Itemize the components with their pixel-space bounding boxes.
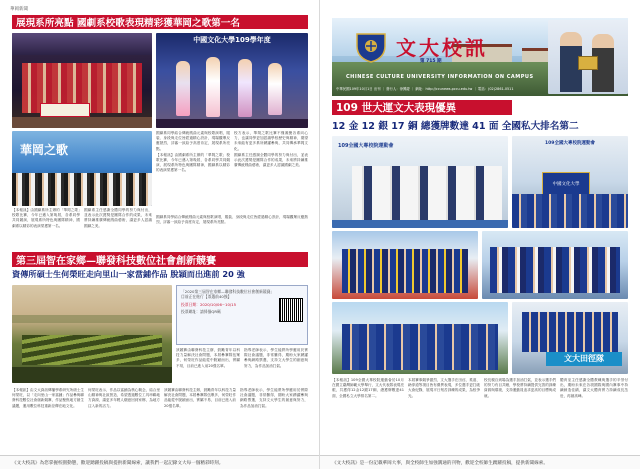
photo-judo-team bbox=[332, 136, 508, 228]
article2-col3: 該競賽由聯發科技主辦，鼓勵青年以科技力量解決社會問題，本屆參賽隊伍眾多，何榮旺作品能從中脫穎而出，實屬不易，目前已進入前20強名單。 bbox=[164, 388, 236, 408]
article1-col1: 國劇系同學結合傳統戲曲元素與校歌演唱，服裝、身段與走位皆經過精心設計，現場觀眾反應熱烈，評審一致給予高度肯定，展現系所亮點。 【本報訊】由國劇系所主辦的「華岡之歌」校歌比賽，今年已邁入第幾屆，各系同學共同競演，展現系所特色與團隊精神，國劇系以精彩的表演榮獲第一名。 bbox=[156, 131, 230, 173]
photo-award-presentation bbox=[548, 20, 628, 94]
right-footer: 《文大校訊》是一份記載華岡大事，與全校師生加強溝通的刊物，歡迎全校師生踴躍投稿，提供新聞線索。 bbox=[320, 455, 640, 469]
article1-col4: 國劇系主任感謝全體同學的努力與付出，並表示此次獲獎是團隊合作的成果，未來將持續推廣傳統戲曲藝術，讓更多人認識國劇之美。 bbox=[84, 208, 152, 228]
photo-group-sign bbox=[12, 131, 152, 206]
subheadline-medals: 12 金 12 銀 17 銅 總獲牌數達 41 面 全國私大排名第二 bbox=[332, 121, 579, 132]
vote-qr-code[interactable] bbox=[279, 298, 303, 322]
article1-col3: 【本報訊】由國劇系所主辦的「華岡之歌」校歌比賽，今年已邁入第幾屆，各系同學共同競演，展現系所特色與團隊精神，國劇系以精彩的表演榮獲第一名。 bbox=[12, 208, 80, 228]
section-label: 華岡新聞 bbox=[10, 7, 28, 12]
contest-info-box bbox=[176, 285, 308, 345]
games-backdrop-text-2: 109全國大專校院運動會 bbox=[545, 141, 595, 146]
masthead-title: 文大校訊 bbox=[396, 36, 488, 60]
article3-col1: 【本報訊】109全國大專校院運動會於10月在國立臺灣師範大學舉行，文大代表隊表現亮眼，共獲得12金12銀17銅，總獲牌數達41面，全國私立大學排名第二。 bbox=[332, 378, 404, 398]
huagang-sign: 華岡之歌 bbox=[20, 143, 69, 157]
left-footer: 《文大校訊》為您掌握校園動態，歡迎踴躍投稿與提供新聞線索，讓我們一起記錄文大每一個精彩時刻。 bbox=[0, 455, 319, 469]
headline-chinese-opera: 展現系所亮點 國劇系校歌表現精彩獲華岡之歌第一名 bbox=[12, 15, 308, 29]
photo-relay-team bbox=[482, 231, 628, 299]
article1-col2: 校方表示，華岡之歌比賽不僅凝聚各系向心力，也讓同學更加認識學校歷史與精神，期望未來能有更多系所踴躍參與，共同傳承華岡文化。 國劇系主任感謝全體同學的努力與付出，並表示此次獲獎是團隊合作的成果，未來將持續推廣傳統戲曲藝術，讓更多人認識國劇之美。 bbox=[234, 131, 308, 168]
headline-mediatek-contest: 第三屆智在家鄉—聯發科技數位社會創新競賽 bbox=[12, 252, 308, 267]
article2-col2: 何榮旺表示，作品以當鋪為核心概念，結合里山精神與社區營造，希望透過數位工具串聯地方資源，讓更多年輕人願意回到家鄉，為地方注入新的活力。 bbox=[88, 388, 160, 408]
university-emblem-icon bbox=[354, 30, 388, 64]
article3-col3: 校長親自到場為選手加油打氣，並表示選手們的努力有目共睹，學校將持續提供完善的訓練資源與環境，支持運動員追求更高的目標與成就。 bbox=[484, 378, 556, 398]
photo-stage-dancers bbox=[156, 33, 308, 128]
article2-col-right2: 指導老師表示，學生能將所學應用於實際社會議題，非常難得，期盼大家踴躍參與網路票選，支持文大學生的創意與努力，為作品加油打氣。 bbox=[244, 348, 308, 368]
contest-box-text: 「2020第三屆智在家鄉—聯發科技數位社會創新競賽」目前正在進行【票選前40強】 投票日期：2020/10/06~10/15 投票網址：請掃描QR碼 bbox=[181, 289, 275, 315]
masthead-info: 中華民國109年10月1日 出刊 ｜ 發行人：徐興慶 ｜ 網址：http://ccunews.pccu.edu.tw ｜ 電話：(02)2861-0511 bbox=[336, 87, 514, 91]
photo-flag-group bbox=[512, 136, 628, 228]
right-page bbox=[320, 0, 640, 469]
photo-satoyama-landscape bbox=[12, 285, 172, 383]
article2-col-right1: 該競賽由聯發科技主辦，鼓勵青年以科技力量解決社會問題，本屆參賽隊伍眾多，何榮旺作品能從中脫穎而出，實屬不易，目前已進入前20強名單。 bbox=[176, 348, 240, 368]
article1-col5: 國劇系同學結合傳統戲曲元素與校歌演唱，服裝、身段與走位皆經過精心設計，現場觀眾反應熱烈，評審一致給予高度肯定，展現系所亮點。 bbox=[156, 215, 308, 225]
team-flag: 中國文化大學 bbox=[542, 172, 590, 196]
photo-team-outdoor bbox=[332, 302, 508, 374]
photo-opera-group bbox=[12, 33, 152, 128]
article2-col4: 指導老師表示，學生能將所學應用於實際社會議題，非常難得，期盼大家踴躍參與網路票選，支持文大學生的創意與努力，為作品加油打氣。 bbox=[240, 388, 308, 408]
headline-university-games: 109 世大運文大表現優異 bbox=[332, 100, 512, 115]
masthead-english: CHINESE CULTURE UNIVERSITY INFORMATION ON CAMPUS bbox=[346, 74, 534, 80]
masthead-issue: 第 715 期 bbox=[420, 59, 442, 64]
article3-col4: 體育室主任感謝全體教練與選手的辛勞付出，期盼未來在各項國際與國內賽事中持續締造佳績，讓文大體育實力持續成長茁壯，再創高峰。 bbox=[560, 378, 628, 398]
article2-col1: 【本報訊】由文大資訊傳播學系研究所碩士生何榮旺，以「走向里山一家當鋪」作品參與聯發科技數位社會創新競賽，作品聚焦地方創生議題，運用數位科技重新詮釋在地文化。 bbox=[12, 388, 84, 408]
stage-banner-text: 中國文化大學109學年度 bbox=[193, 36, 271, 44]
article3-col2: 本屆賽事競爭激烈，文大選手在田徑、柔道、跆拳道等項目皆有優異表現，多位選手更打破大會紀錄，展現平日刻苦訓練的成果，為校爭光。 bbox=[408, 378, 480, 398]
photo-track-sign bbox=[512, 302, 628, 374]
games-backdrop-text: 109全國大專校院運動會 bbox=[338, 143, 394, 149]
track-team-sign: 文大田徑隊 bbox=[546, 352, 622, 366]
photo-track-team bbox=[332, 231, 478, 299]
subheadline-contest: 資傳所碩士生何榮旺走向里山一家當鋪作品 脫穎而出進前 20 強 bbox=[12, 269, 245, 279]
